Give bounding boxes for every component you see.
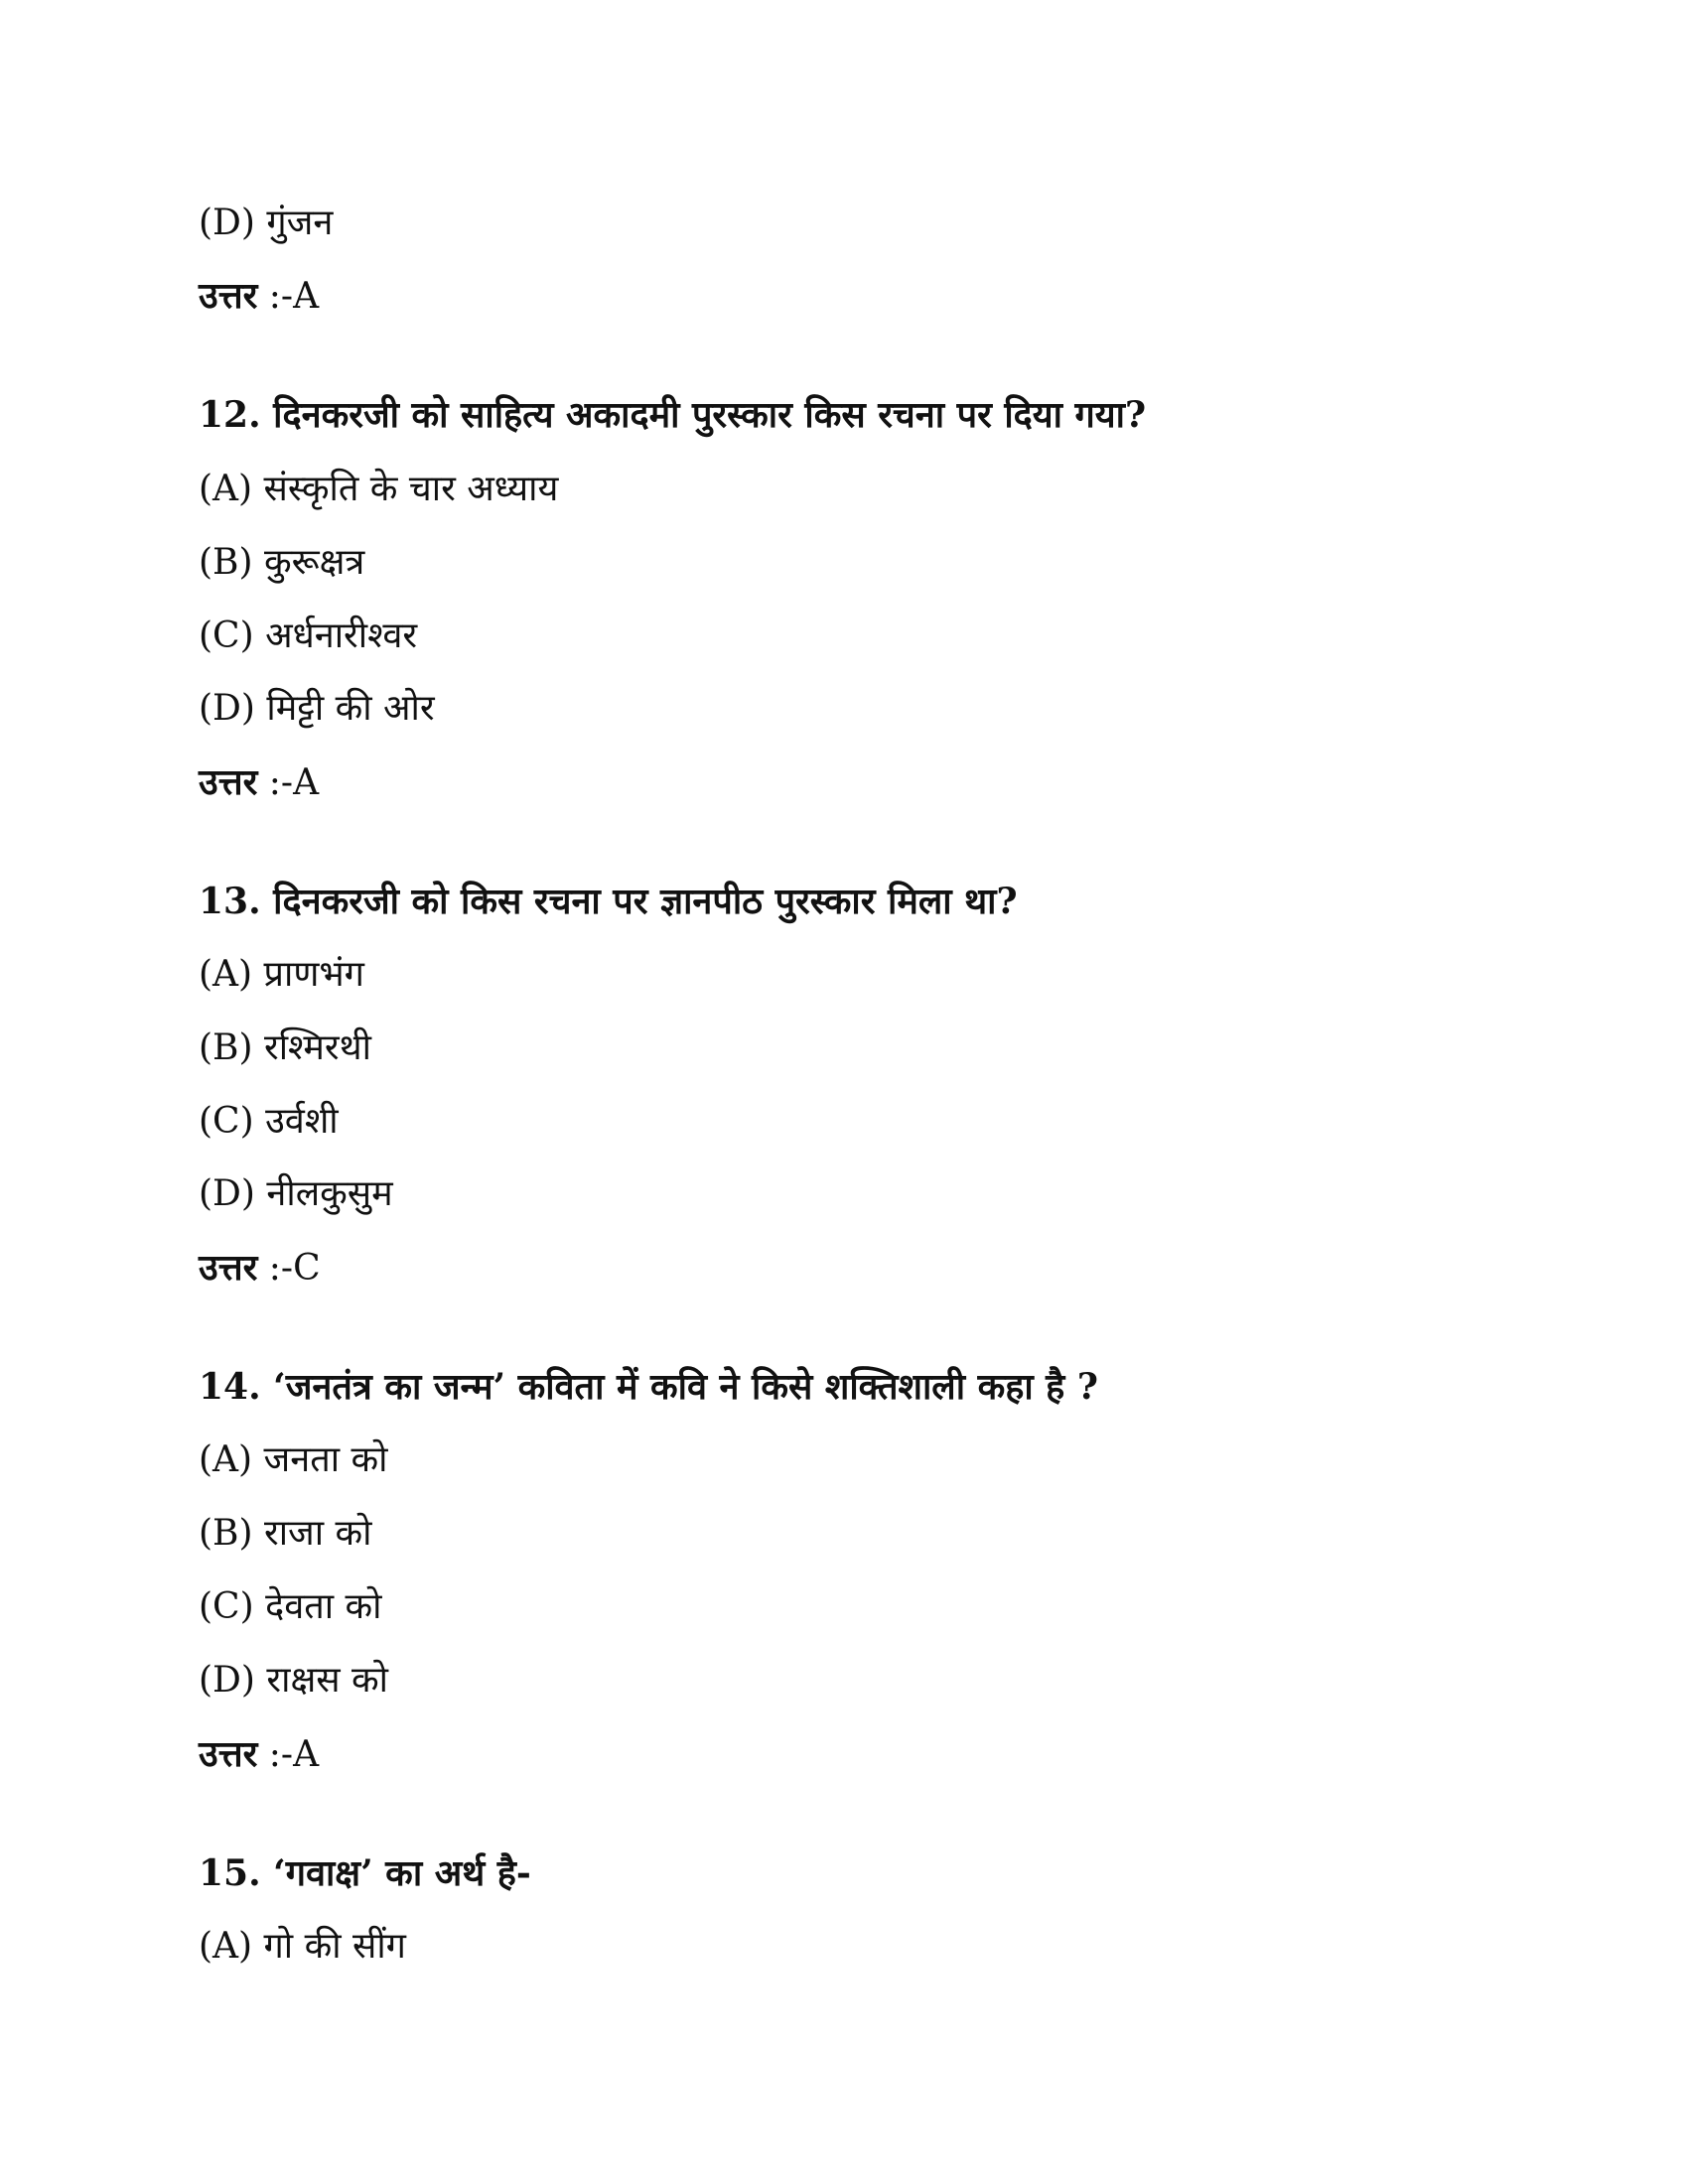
question-14-answer — [199, 1724, 319, 1784]
question-14-option-a: (A) जनता को — [199, 1439, 388, 1480]
question-15-option-a: (A) गो की सींग — [199, 1926, 406, 1967]
answer-label: उत्तर — [199, 1733, 258, 1775]
answer-value: :-A — [257, 1734, 320, 1775]
question-12-option-d: (D) मिट्टी की ओर — [199, 688, 435, 729]
question-12-option-c: (C) अर्धनारीश्वर — [199, 615, 418, 656]
prev-option-d: (D) गुंजन — [199, 203, 334, 243]
question-14-option-c: (C) देवता को — [199, 1586, 382, 1627]
answer-label: उत्तर — [199, 1247, 258, 1289]
question-12-answer — [199, 752, 319, 812]
question-12-title: 12. दिनकरजी को साहित्य अकादमी पुरस्कार किस रचना पर दिया गया? — [199, 394, 1147, 436]
answer-value: :-C — [257, 1248, 321, 1289]
question-14-title: 14. ‘जनतंत्र का जन्म’ कविता में कवि ने किसे शक्तिशाली कहा है ? — [199, 1366, 1098, 1408]
question-13-option-c: (C) उर्वशी — [199, 1101, 339, 1142]
answer-label: उत्तर — [199, 275, 258, 317]
question-14-option-b: (B) राजा को — [199, 1513, 372, 1554]
question-14-option-d: (D) राक्षस को — [199, 1660, 389, 1701]
answer-label: उत्तर — [199, 761, 258, 803]
question-13-option-b: (B) रश्मिरथी — [199, 1027, 371, 1068]
question-12-option-a: (A) संस्कृति के चार अध्याय — [199, 469, 559, 509]
question-13-answer — [199, 1238, 321, 1297]
answer-value: :-A — [257, 762, 320, 803]
question-12-option-b: (B) कुरूक्षत्र — [199, 542, 365, 583]
question-13-option-d: (D) नीलकुसुम — [199, 1173, 393, 1214]
question-15-title: 15. ‘गवाक्ष’ का अर्थ है- — [199, 1852, 531, 1894]
question-13-title: 13. दिनकरजी को किस रचना पर ज्ञानपीठ पुरस्कार मिला था? — [199, 881, 1018, 922]
question-13-option-a: (A) प्राणभंग — [199, 954, 364, 995]
answer-value: :-A — [257, 276, 320, 317]
prev-answer — [199, 266, 319, 326]
